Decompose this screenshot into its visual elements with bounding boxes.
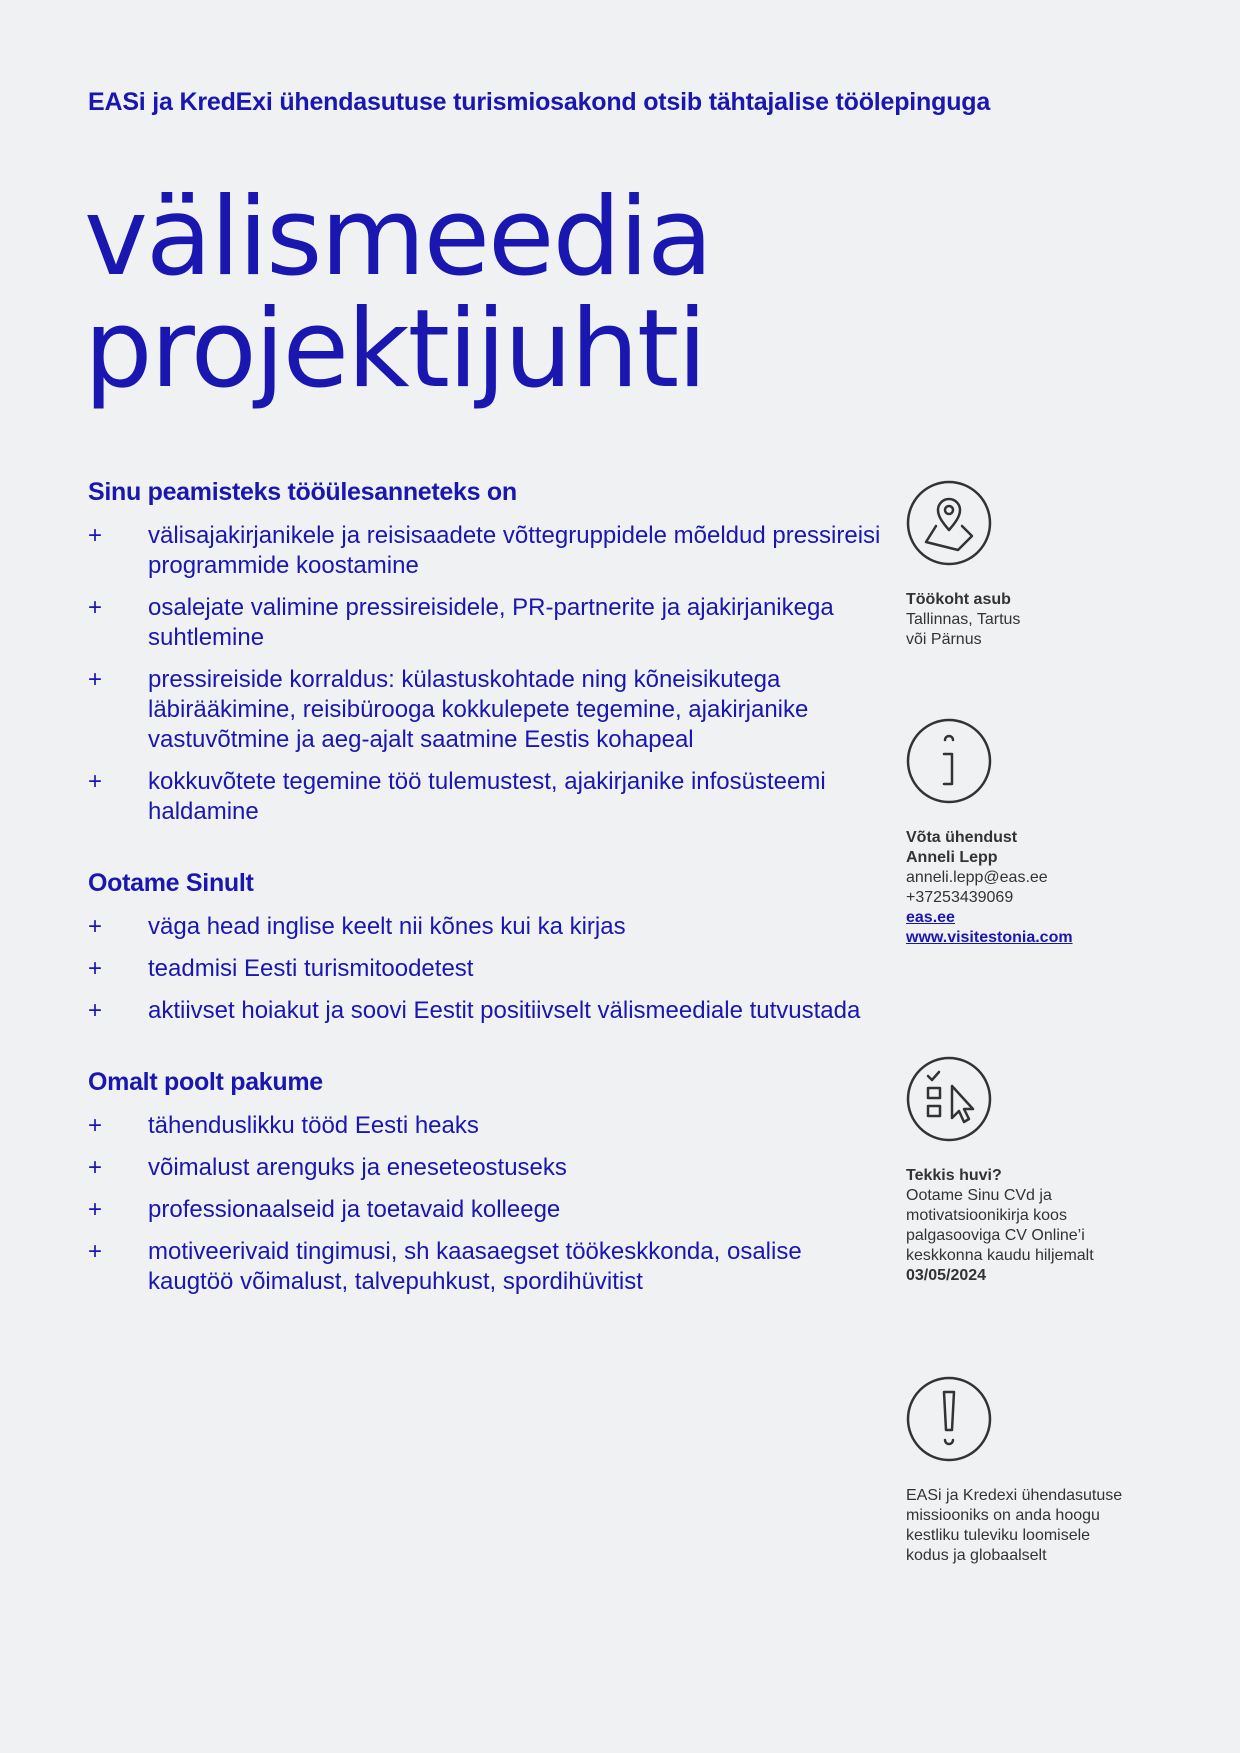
sidebar-location (906, 480, 1156, 650)
plus-bullet: + (88, 997, 103, 1024)
intro-text: EASi ja KredExi ühendasutuse turismiosakond otsib tähtajalise töölepinguga (88, 88, 991, 116)
list-item: + väga head inglise keelt nii kõnes kui ka kirjas (88, 913, 626, 940)
contact-email[interactable]: anneli.lepp@eas.ee (906, 869, 1048, 886)
list-item: + pressireiside korraldus: külastuskohtade ning kõneisikutega läbirääkimine, reisibürooga kokkulepete tegemine, ajakirjanike vastuvõtmine ja aeg-ajalt saatmine Eestis kohapeal (88, 666, 809, 753)
section-requirements (88, 869, 888, 1026)
section-tasks (88, 478, 888, 827)
section-heading: Sinu peamisteks tööülesanneteks on (88, 478, 517, 506)
location-label: Töökoht asub (906, 591, 1011, 608)
mission-text: EASi ja Kredexi ühendasutuse (906, 1487, 1123, 1504)
contact-name: Anneli Lepp (906, 849, 998, 866)
info-icon (906, 718, 992, 804)
sidebar-contact (906, 718, 1156, 948)
title-line-2: projektijuhti (84, 287, 706, 412)
plus-bullet: + (88, 1238, 103, 1265)
exclamation-icon (906, 1376, 992, 1462)
section-offer (88, 1068, 888, 1297)
list-item: + aktiivset hoiakut ja soovi Eestit positiivselt välismeediale tutvustada (88, 997, 861, 1024)
list-item: + osalejate valimine pressireisidele, PR-partnerite ja ajakirjanikega suhtlemine (88, 594, 834, 651)
page-title (84, 175, 712, 412)
sidebar-mission (906, 1376, 1156, 1566)
list-item: + kokkuvõtete tegemine töö tulemustest, ajakirjanike infosüsteemi haldamine (88, 768, 826, 825)
eas-link[interactable]: eas.ee (906, 909, 955, 926)
list-item: + tähenduslikku tööd Eesti heaks (88, 1112, 479, 1139)
plus-bullet: + (88, 768, 103, 795)
location-line: Tallinnas, Tartus (906, 611, 1021, 628)
title-line-1: välismeedia (84, 175, 712, 300)
apply-text: motivatsioonikirja koos (906, 1207, 1067, 1224)
mission-text: kodus ja globaalselt (906, 1547, 1047, 1564)
apply-text: palgasooviga CV Online’i (906, 1227, 1085, 1244)
plus-bullet: + (88, 1196, 103, 1223)
contact-phone[interactable]: +37253439069 (906, 889, 1014, 906)
list-item: + professionaalseid ja toetavaid kolleege (88, 1196, 561, 1223)
apply-label: Tekkis huvi? (906, 1167, 1002, 1184)
section-heading: Ootame Sinult (88, 869, 254, 897)
checklist-cursor-icon (906, 1056, 992, 1142)
mission-text: kestliku tuleviku loomisele (906, 1527, 1091, 1544)
plus-bullet: + (88, 594, 103, 621)
plus-bullet: + (88, 913, 103, 940)
list-item: + motiveerivaid tingimusi, sh kaasaegset töökeskkonda, osalise kaugtöö võimalust, talvepuhkust, spordihüvitist (88, 1238, 802, 1295)
list-item: + võimalust arenguks ja eneseteostuseks (88, 1154, 567, 1181)
plus-bullet: + (88, 666, 103, 693)
plus-bullet: + (88, 1154, 103, 1181)
apply-text: keskkonna kaudu hiljemalt (906, 1247, 1094, 1264)
section-heading: Omalt poolt pakume (88, 1068, 323, 1096)
apply-text: Ootame Sinu CVd ja (906, 1187, 1052, 1204)
list-item: + teadmisi Eesti turismitoodetest (88, 955, 474, 982)
plus-bullet: + (88, 522, 103, 549)
map-pin-icon (906, 480, 992, 566)
location-line: või Pärnus (906, 631, 982, 648)
visitestonia-link[interactable]: www.visitestonia.com (906, 929, 1073, 946)
plus-bullet: + (88, 1112, 103, 1139)
sidebar-apply (906, 1056, 1156, 1286)
list-item: + välisajakirjanikele ja reisisaadete võttegruppidele mõeldud pressireisi programmide koostamine (88, 522, 881, 579)
apply-deadline: 03/05/2024 (906, 1267, 987, 1284)
main-content (88, 478, 888, 1339)
plus-bullet: + (88, 955, 103, 982)
contact-label: Võta ühendust (906, 829, 1018, 846)
mission-text: missiooniks on anda hoogu (906, 1507, 1100, 1524)
